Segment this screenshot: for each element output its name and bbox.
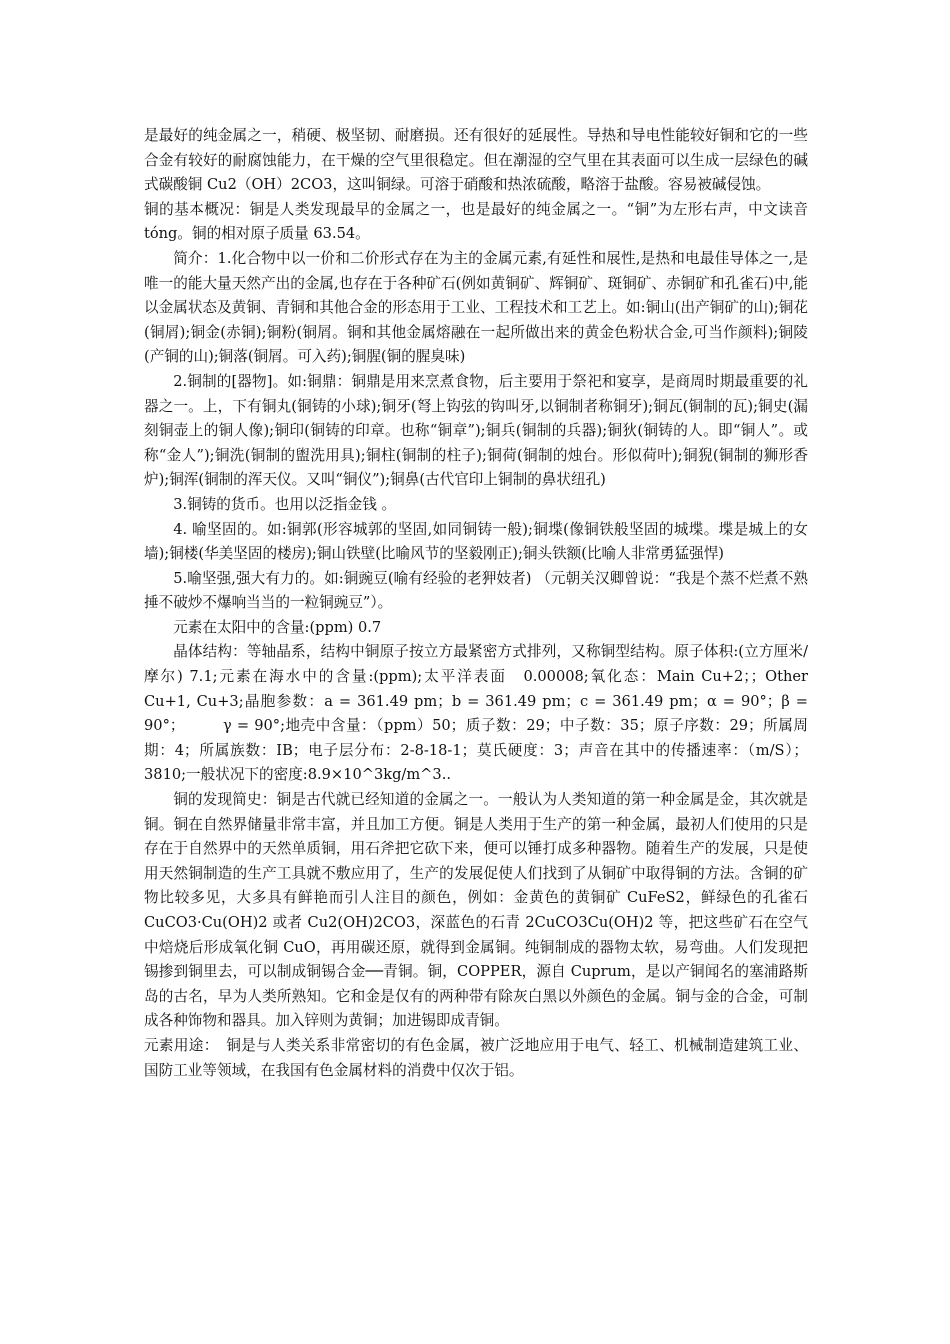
paragraph-overview: 铜的基本概况：铜是人类发现最早的金属之一，也是最好的纯金属之一。“铜”为左形右声，中文读音 tóng。铜的相对原子质量 63.54。 [144,200,808,243]
paragraph-copper-money: 3.铜铸的货币。也用以泛指金钱 。 [173,495,397,513]
paragraph-copper-objects: 2.铜制的[器物]。如:铜鼎：铜鼎是用来烹煮食物，后主要用于祭祀和宴享，是商周时期最重要的礼器之一。上，下有铜丸(铜铸的小球);铜牙(弩上钩弦的钩叫牙,以铜制者称铜牙);铜瓦(铜制的瓦);铜史(漏刻铜壶上的铜人像);铜印(铜铸的印章。也称“铜章”);铜兵(铜制的兵器);铜狄(铜铸的人。即“铜人”。或称“金人”);铜洗(铜制的盥洗用具);铜柱(铜制的柱子);铜荷(铜制的烛台。形似荷叶);铜猊(铜制的狮形香炉);铜浑(铜制的浑天仪。又叫“铜仪”);铜鼻(古代官印上铜制的鼻状纽孔) [144,372,808,489]
paragraph-discovery-history: 铜的发现简史：铜是古代就已经知道的金属之一。一般认为人类知道的第一种金属是金，其次就是铜。铜在自然界储量非常丰富，并且加工方便。铜是人类用于生产的第一种金属，最初人们使用的只是存在于自然界中的天然单质铜，用石斧把它砍下来，便可以锤打成多种器物。随着生产的发展，只是使用天然铜制造的生产工具就不敷应用了，生产的发展促使人们找到了从铜矿中取得铜的方法。含铜的矿物比较多见，大多具有鲜艳而引人注目的颜色，例如：金黄色的黄铜矿 CuFeS2，鲜绿色的孔雀石 CuCO3·Cu(OH)2 或者 Cu2(OH)2CO3，深蓝色的石青 2CuCO3Cu(OH)2 等，把这些矿石在空气中焙烧后形成氧化铜 CuO，再用碳还原，就得到金属铜。纯铜制成的器物太软，易弯曲。人们发现把锡掺到铜里去，可以制成铜锡合金──青铜。铜，COPPER，源自 Cuprum，是以产铜闻名的塞浦路斯岛的古名，早为人类所熟知。它和金是仅有的两种带有除灰白黑以外颜色的金属。铜与金的合金，可制成各种饰物和器具。加入锌则为黄铜；加进锡即成青铜。 [144,791,808,1030]
paragraph-metaphor-solid: 4. 喻坚固的。如:铜郭(形容城郭的坚固,如同铜铸一般);铜堞(像铜铁般坚固的城堞。堞是城上的女墙);铜楼(华美坚固的楼房);铜山铁壁(比喻风节的坚毅刚正);铜头铁额(比喻人非常勇猛强悍) [144,520,808,563]
paragraph-crystal-structure: 晶体结构：等轴晶系，结构中铜原子按立方最紧密方式排列，又称铜型结构。原子体积:(立方厘米/摩尔) 7.1;元素在海水中的含量:(ppm);太平洋表面 0.00008;氧化态：Main Cu+2；；Other Cu+1, Cu+3;晶胞参数：a = 361.49 pm；b = 361.49 pm；c = 361.49 pm；α = 90°；β = 90°； γ = 90°;地壳中含量：（ppm）50；质子数：29；中子数：35；原子序数：29；所属周期：4；所属族数：IB；电子层分布：2-8-18-1；莫氏硬度：3；声音在其中的传播速率：（m/S）；3810;一般状况下的密度:8.9×10^3kg/m^3.. [144,643,808,784]
document-page [144,124,808,1083]
paragraph-properties: 是最好的纯金属之一，稍硬、极坚韧、耐磨损。还有很好的延展性。导热和导电性能较好铜和它的一些合金有较好的耐腐蚀能力，在干燥的空气里很稳定。但在潮湿的空气里在其表面可以生成一层绿色的碱式碳酸铜 Cu2（OH）2CO3，这叫铜绿。可溶于硝酸和热浓硫酸，略溶于盐酸。容易被碱侵蚀。 [144,127,808,194]
paragraph-metaphor-strong: 5.喻坚强,强大有力的。如:铜豌豆(喻有经验的老狎妓者) （元朝关汉卿曾说：“我是个蒸不烂煮不熟捶不破炒不爆响当当的一粒铜豌豆”）。 [144,569,808,612]
paragraph-intro: 简介：1.化合物中以一价和二价形式存在为主的金属元素,有延性和展性,是热和电最佳导体之一,是唯一的能大量天然产出的金属,也存在于各种矿石(例如黄铜矿、辉铜矿、斑铜矿、赤铜矿和孔雀石)中,能以金属状态及黄铜、青铜和其他合金的形态用于工业、工程技术和工艺上。如:铜山(出产铜矿的山);铜花(铜屑);铜金(赤铜);铜粉(铜屑。铜和其他金属熔融在一起所做出来的黄金色粉状合金,可当作颜料);铜陵(产铜的山);铜落(铜屑。可入药);铜腥(铜的腥臭味) [144,249,808,366]
paragraph-uses: 元素用途： 铜是与人类关系非常密切的有色金属，被广泛地应用于电气、轻工、机械制造建筑工业、国防工业等领域，在我国有色金属材料的消费中仅次于铝。 [144,1036,808,1079]
paragraph-solar-content: 元素在太阳中的含量:(ppm) 0.7 [173,618,382,636]
